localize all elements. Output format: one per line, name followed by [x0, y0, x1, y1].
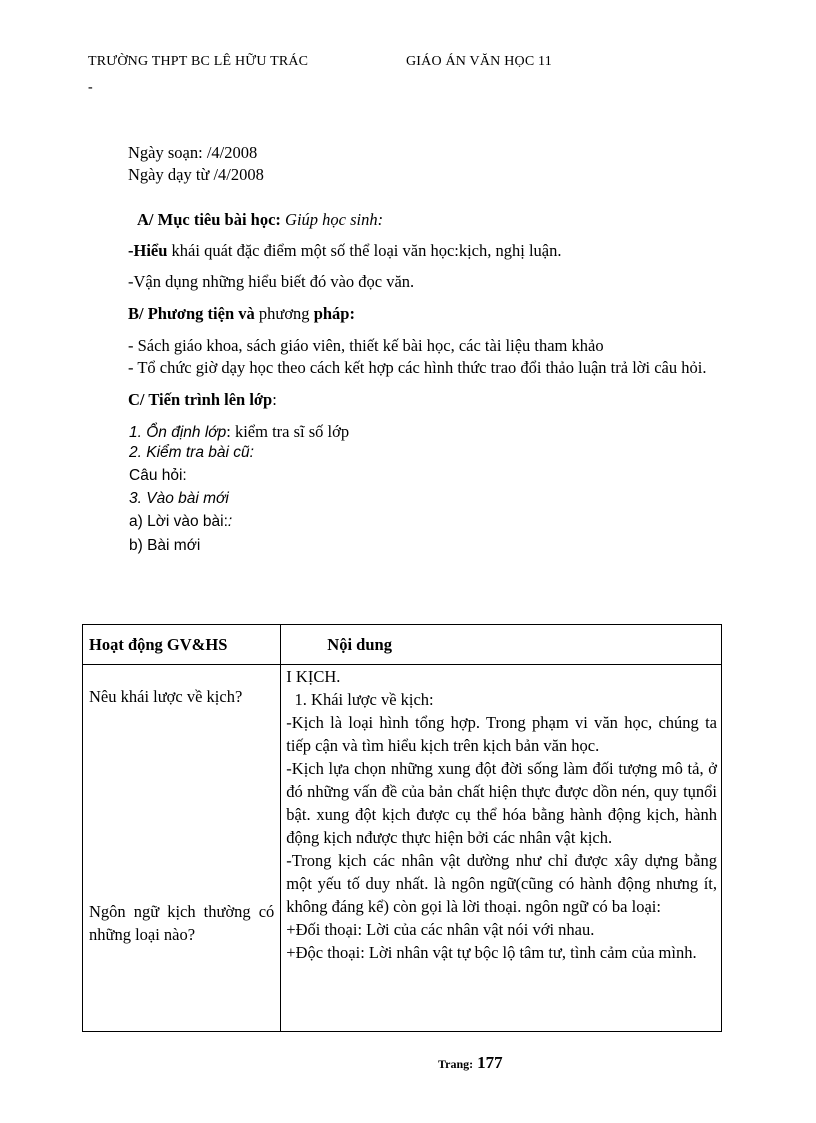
content-subheading: 1. Khái lược về kịch:	[286, 690, 434, 709]
section-b-heading	[128, 304, 355, 324]
lesson-table	[82, 624, 722, 1032]
step-3a-colon: :	[227, 513, 233, 530]
objective-2: -Vận dụng những hiểu biết đó vào đọc văn.	[128, 272, 415, 291]
objective-1-text: khái quát đặc điểm một số thể loại văn học:kịch, nghị luận.	[167, 241, 562, 260]
subject-title: GIÁO ÁN VĂN HỌC 11	[406, 54, 552, 69]
step-1-label: 1. Ổn định lớp	[129, 424, 227, 441]
step-3a-text: a) Lời vào bài:	[129, 513, 228, 530]
section-b-title-end: pháp:	[313, 304, 355, 323]
section-a-subtitle: Giúp học sinh:	[280, 210, 384, 229]
content-paragraph: +Độc thoại: Lời nhân vật tự bộc lộ tâm tư, tình cảm của mình.	[286, 943, 697, 962]
resource-line-2: - Tổ chức giờ dạy học theo cách kết hợp các hình thức trao đổi thảo luận trả lời câu hỏi.	[128, 358, 707, 377]
section-b-title-mid: phương	[254, 304, 314, 323]
section-a-title: A/ Mục tiêu bài học:	[137, 210, 281, 229]
content-paragraph: -Kịch lựa chọn những xung đột đời sống làm đối tượng mô tả, ở đó những vấn đề của bản chất hiện thực được dồn nén, quy tụnổi bật. xung đột kịch được cụ thể hóa bằng hành động kịch, hành động kịch nđược thực hiện bởi các nhân vật kịch.	[286, 759, 717, 847]
page-label: Trang:	[438, 1057, 474, 1071]
content-paragraph: -Trong kịch các nhân vật dường như chỉ được xây dựng bằng một yếu tố duy nhất. là ngôn ngữ(cũng có hành động nhưng ít, không đáng kể) còn gọi là lời thoại. ngôn ngữ có ba loại:	[286, 851, 717, 916]
question-2: Ngôn ngữ kịch thường có những loại nào?	[89, 902, 275, 944]
step-3b: b) Bài mới	[129, 537, 201, 554]
header-activity: Hoạt động GV&HS	[83, 625, 281, 665]
section-a-heading	[137, 210, 383, 230]
date-prepared: Ngày soạn: /4/2008	[128, 143, 258, 162]
objective-1	[128, 241, 562, 261]
table-row	[83, 665, 722, 1032]
page-footer	[438, 1053, 503, 1073]
step-3a	[129, 513, 232, 531]
header-dash: -	[88, 80, 93, 95]
step-2: 2. Kiểm tra bài cũ:	[129, 444, 254, 461]
objective-1-keyword: -Hiểu	[128, 241, 168, 260]
school-name: TRƯỜNG THPT BC LÊ HỮU TRÁC	[88, 54, 309, 69]
content-heading: I KỊCH.	[286, 667, 341, 686]
section-c-colon: :	[272, 390, 277, 409]
step-1	[129, 422, 349, 442]
section-c-title: C/ Tiến trình lên lớp	[128, 390, 273, 409]
table-header-row	[83, 625, 722, 665]
question-1: Nêu khái lược về kịch?	[89, 687, 243, 706]
step-1-text: : kiểm tra sĩ số lớp	[226, 422, 350, 441]
content-paragraph: -Kịch là loại hình tổng hợp. Trong phạm vi văn học, chúng ta tiếp cận và tìm hiểu kịch trên kịch bản văn học.	[286, 713, 717, 755]
step-3: 3. Vào bài mới	[129, 490, 229, 507]
content-cell	[281, 665, 722, 1032]
activity-cell	[83, 665, 281, 1032]
section-c-heading	[128, 390, 277, 410]
date-taught: Ngày dạy từ /4/2008	[128, 165, 264, 184]
page-number: 177	[477, 1053, 503, 1072]
section-b-title: B/ Phương tiện và	[128, 304, 255, 323]
content-paragraph: +Đối thoại: Lời của các nhân vật nói với nhau.	[286, 920, 595, 939]
header-content: Nội dung	[281, 625, 722, 665]
resource-line-1: - Sách giáo khoa, sách giáo viên, thiết kế bài học, các tài liệu tham khảo	[128, 336, 604, 355]
question-label: Câu hỏi:	[129, 467, 187, 484]
